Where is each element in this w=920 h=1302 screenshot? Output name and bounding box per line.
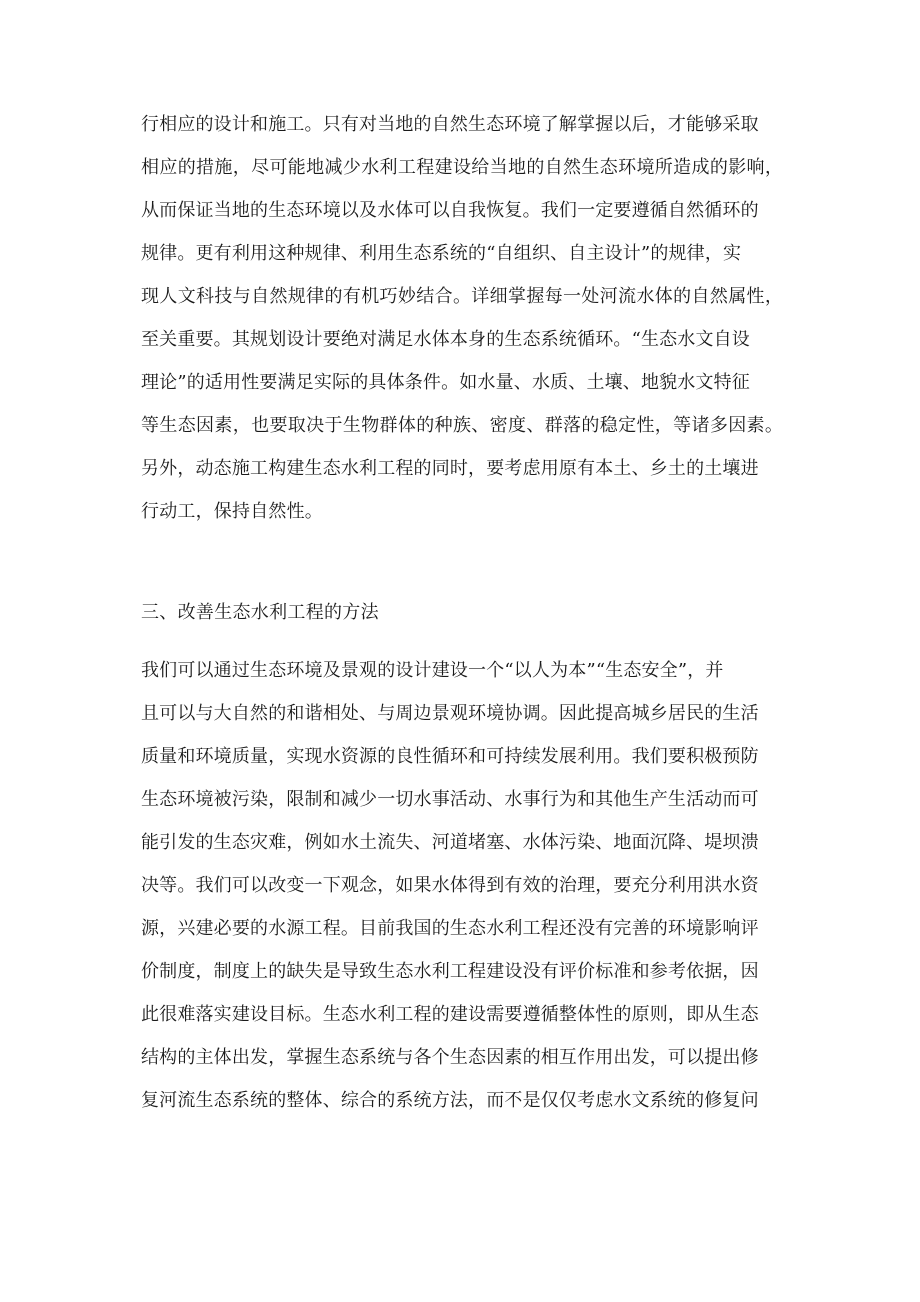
paragraph-2-line-8: 价制度，制度上的缺失是导致生态水利工程建设没有评价标准和参考依据，因 xyxy=(141,961,759,982)
paragraph-1-line-4: 规律。更有利用这种规律、利用生态系统的“自组织、自主设计”的规律，实 xyxy=(141,243,742,264)
paragraph-2-line-9: 此很难落实建设目标。生态水利工程的建设需要遵循整体性的原则，即从生态 xyxy=(141,1004,759,1025)
paragraph-2-line-2: 且可以与大自然的和谐相处、与周边景观环境协调。因此提高城乡居民的生活 xyxy=(141,703,759,724)
paragraph-1-line-6: 至关重要。其规划设计要绝对满足水体本身的生态系统循环。“生态水文自设 xyxy=(141,329,750,350)
paragraph-1-line-5: 现人文科技与自然规律的有机巧妙结合。详细掌握每一处河流水体的自然属性， xyxy=(141,286,784,307)
paragraph-1-line-10: 行动工，保持自然性。 xyxy=(141,501,323,522)
paragraph-2-line-7: 源，兴建必要的水源工程。目前我国的生态水利工程还没有完善的环境影响评 xyxy=(141,918,759,939)
paragraph-1-line-9: 另外，动态施工构建生态水利工程的同时，要考虑用原有本土、乡土的土壤进 xyxy=(141,458,759,479)
paragraph-2-line-4: 生态环境被污染，限制和减少一切水事活动、水事行为和其他生产生活动而可 xyxy=(141,789,759,810)
paragraph-2-line-3: 质量和环境质量，实现水资源的良性循环和可持续发展利用。我们要积极预防 xyxy=(141,746,759,767)
paragraph-2-line-11: 复河流生态系统的整体、综合的系统方法，而不是仅仅考虑水文系统的修复问 xyxy=(141,1090,759,1111)
paragraph-1-line-8: 等生态因素，也要取决于生物群体的种族、密度、群落的稳定性，等诸多因素。 xyxy=(141,415,784,436)
paragraph-1-line-7: 理论”的适用性要满足实际的具体条件。如水量、水质、土壤、地貌水文特征 xyxy=(141,372,750,393)
paragraph-1-line-3: 从而保证当地的生态环境以及水体可以自我恢复。我们一定要遵循自然循环的 xyxy=(141,200,759,221)
section-heading: 三、改善生态水利工程的方法 xyxy=(141,602,379,623)
paragraph-2-line-1: 我们可以通过生态环境及景观的设计建设一个“以人为本”“生态安全”，并 xyxy=(141,660,724,681)
paragraph-2-line-10: 结构的主体出发，掌握生态系统与各个生态因素的相互作用出发，可以提出修 xyxy=(141,1047,759,1068)
paragraph-2-line-5: 能引发的生态灾难，例如水土流失、河道堵塞、水体污染、地面沉降、堤坝溃 xyxy=(141,832,759,853)
paragraph-1-line-2: 相应的措施，尽可能地减少水利工程建设给当地的自然生态环境所造成的影响， xyxy=(141,157,784,178)
paragraph-1-line-1: 行相应的设计和施工。只有对当地的自然生态环境了解掌握以后，才能够采取 xyxy=(141,114,759,135)
paragraph-2-line-6: 决等。我们可以改变一下观念，如果水体得到有效的治理，要充分利用洪水资 xyxy=(141,875,759,896)
